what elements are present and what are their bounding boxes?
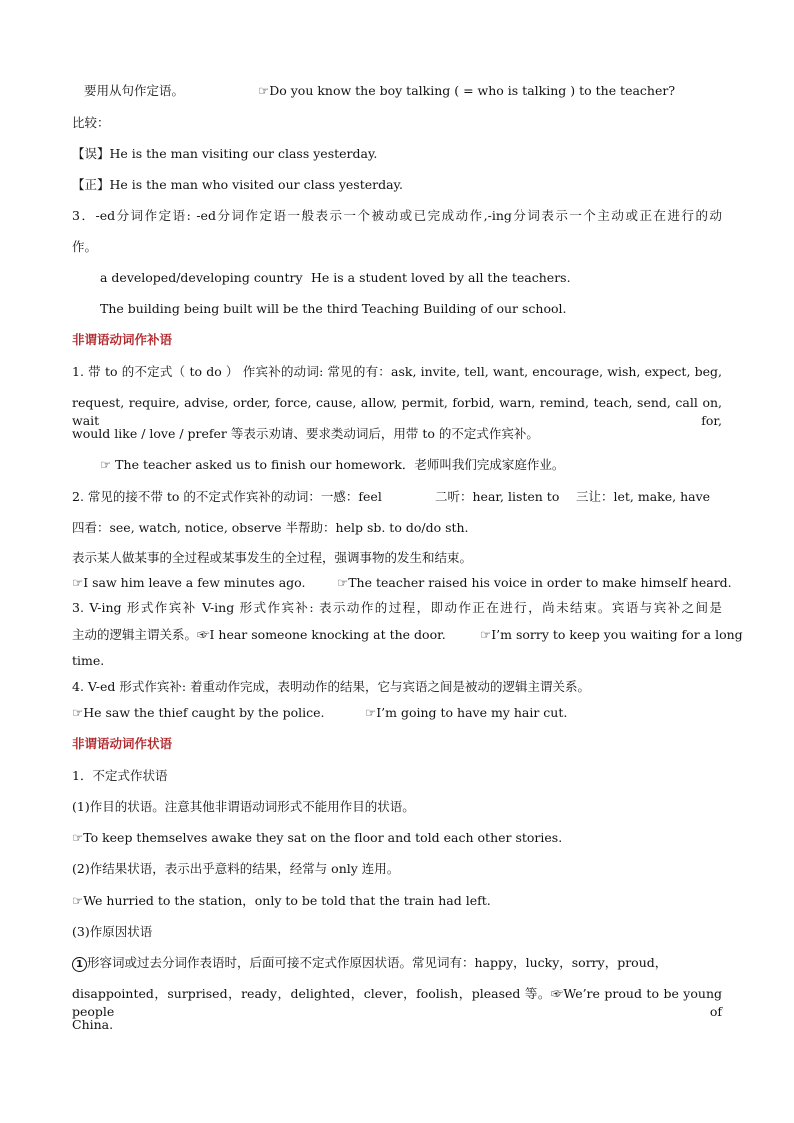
text-line: 2. 常见的接不带 to 的不定式作宾补的动词：一感：feel	[72, 489, 382, 504]
example-sentence: ☞ The teacher asked us to finish our homework．老师叫我们完成家庭作业。	[100, 457, 565, 472]
example-phrase: a developed/developing country	[100, 270, 303, 285]
text-line: 比较：	[72, 115, 110, 130]
text-line: (3)作原因状语	[72, 924, 153, 939]
text-line: 3．-ed分词作定语: -ed分词作定语一般表示一个被动或已完成动作,-ing分词表示一个主动或正在进行的动	[72, 208, 722, 223]
text-line: (1)作目的状语。注意其他非谓语动词形式不能用作目的状语。	[72, 799, 415, 814]
text-line: 四看：see, watch, notice, observe 半帮助：help sb. to do/do sth.	[72, 520, 469, 535]
example-sentence: ☞I saw him leave a few minutes ago.	[72, 575, 306, 590]
example-sentence: ☞I’m sorry to keep you waiting for a long	[480, 627, 743, 642]
example-sentence: He is a student loved by all the teachers.	[311, 270, 571, 285]
text-line: China.	[72, 1017, 114, 1032]
example-sentence: The building being built will be the third Teaching Building of our school.	[100, 301, 567, 316]
text-line: 要用从句作定语。	[84, 83, 185, 98]
text-line: 作。	[72, 239, 98, 254]
correct-example: 【正】He is the man who visited our class yesterday.	[72, 177, 403, 192]
example-sentence: ☞We hurried to the station，only to be told that the train had left.	[72, 893, 491, 908]
text-line: would like / love / prefer 等表示劝请、要求类动词后，用带 to 的不定式作宾补。	[72, 426, 539, 441]
text-line: 3. V-ing 形式作宾补 V-ing 形式作宾补: 表示动作的过程，即动作正在进行，尚未结束。宾语与宾补之间是	[72, 600, 722, 615]
example-sentence: ☞The teacher raised his voice in order to make himself heard.	[337, 575, 732, 590]
wrong-example: 【误】He is the man visiting our class yesterday.	[72, 146, 378, 161]
text-line: 表示某人做某事的全过程或某事发生的全过程，强调事物的发生和结束。	[72, 550, 473, 565]
example-sentence: ☞To keep themselves awake they sat on the floor and told each other stories.	[72, 830, 563, 845]
text-line: 主动的逻辑主谓关系。☞I hear someone knocking at the door.	[72, 627, 446, 642]
text-line: 形容词或过去分词作表语时，后面可接不定式作原因状语。常见词有：happy，lucky，sorry，proud，	[87, 955, 668, 970]
section-heading: 非谓语动词作补语	[72, 332, 173, 347]
text-line: 1．不定式作状语	[72, 768, 168, 783]
section-heading: 非谓语动词作状语	[72, 736, 173, 751]
example-sentence: ☞I’m going to have my hair cut.	[365, 705, 568, 720]
text-line: request, require, advise, order, force, cause, allow, permit, forbid, warn, remind, teach, send, call on, wait for,	[72, 395, 722, 428]
text-line: 三让：let, make, have	[576, 489, 711, 504]
example-sentence: ☞He saw the thief caught by the police.	[72, 705, 325, 720]
circled-number-marker: 1	[72, 957, 87, 972]
text-line: 1. 带 to 的不定式（ to do ） 作宾补的动词: 常见的有：ask, invite, tell, want, encourage, wish, expect, beg,	[72, 364, 722, 379]
text-line: 二听：hear, listen to	[435, 489, 560, 504]
text-line: 4. V-ed 形式作宾补: 着重动作完成，表明动作的结果，它与宾语之间是被动的逻辑主谓关系。	[72, 679, 591, 694]
text-line: time.	[72, 653, 105, 668]
text-line: disappointed，surprised，ready，delighted，clever，foolish，pleased 等。☞We’re proud to be young people of	[72, 986, 722, 1019]
text-line: (2)作结果状语，表示出乎意料的结果，经常与 only 连用。	[72, 861, 400, 876]
numbered-item	[72, 954, 667, 972]
example-sentence: ☞Do you know the boy talking ( = who is talking ) to the teacher?	[258, 83, 676, 98]
